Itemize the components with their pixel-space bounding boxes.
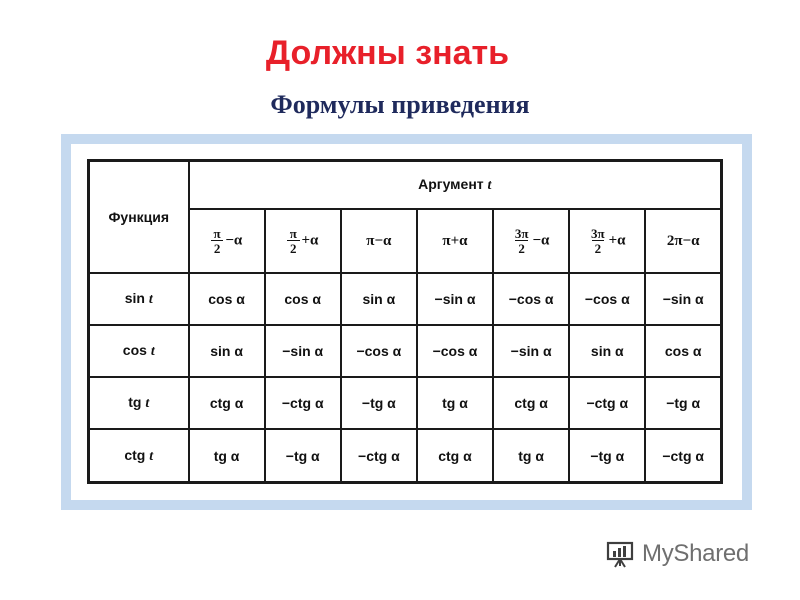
table-cell: −tg α xyxy=(569,429,645,482)
argument-header-var: t xyxy=(487,178,492,193)
table-cell: −tg α xyxy=(645,377,721,429)
reduction-formulas-table xyxy=(87,159,723,484)
table-cell: cos α xyxy=(189,273,265,325)
argument-text: 2π−α xyxy=(666,233,700,249)
table-cell: −cos α xyxy=(341,325,417,377)
row-function-label xyxy=(89,377,189,429)
table-cell: −sin α xyxy=(493,325,569,377)
argument-cell xyxy=(645,209,721,273)
table-cell: cos α xyxy=(265,273,341,325)
fraction-denominator: 2 xyxy=(592,240,605,255)
argument-header-cell xyxy=(189,161,722,210)
table-cell: −cos α xyxy=(417,325,493,377)
presentation-board-icon xyxy=(606,540,634,568)
fraction-numerator: 3π xyxy=(591,226,605,241)
fraction-numerator: 3π xyxy=(514,226,529,241)
fraction-denominator: 2 xyxy=(211,240,224,255)
table-cell: −ctg α xyxy=(265,377,341,429)
fraction-numerator: π xyxy=(213,226,221,241)
function-name: tg xyxy=(128,394,142,411)
argument-tail: −α xyxy=(225,232,243,249)
function-var: t xyxy=(148,292,153,308)
table-cell: tg α xyxy=(493,429,569,482)
argument-cell xyxy=(417,209,493,273)
slide-subtitle: Формулы приведения xyxy=(270,90,530,119)
table-cell: −ctg α xyxy=(645,429,721,482)
table-cell: ctg α xyxy=(189,377,265,429)
function-var: t xyxy=(150,344,155,360)
fraction-denominator: 2 xyxy=(515,240,528,255)
table-cell: −ctg α xyxy=(341,429,417,482)
table-frame-inner xyxy=(71,144,742,500)
table-cell: sin α xyxy=(189,325,265,377)
table-cell: −sin α xyxy=(265,325,341,377)
logo-text: MyShared xyxy=(642,540,749,567)
argument-cell xyxy=(189,209,265,273)
myshared-logo xyxy=(606,534,776,574)
argument-tail: +α xyxy=(301,232,319,249)
function-name: cos xyxy=(122,342,147,359)
fraction-numerator: π xyxy=(289,226,297,241)
table-cell: −sin α xyxy=(417,273,493,325)
table-cell: sin α xyxy=(569,325,645,377)
argument-tail: −α xyxy=(532,232,550,249)
table-cell: −tg α xyxy=(341,377,417,429)
slide-title: Должны знать xyxy=(265,34,510,72)
table-cell: ctg α xyxy=(417,429,493,482)
row-function-label xyxy=(89,273,189,325)
table-cell: −ctg α xyxy=(569,377,645,429)
table-cell: tg α xyxy=(417,377,493,429)
table-body xyxy=(89,161,722,483)
table-row xyxy=(89,273,722,325)
argument-cell xyxy=(569,209,645,273)
fraction xyxy=(211,227,224,255)
function-var: t xyxy=(145,396,150,412)
table-cell: −cos α xyxy=(569,273,645,325)
fraction-denominator: 2 xyxy=(287,240,300,255)
table-frame xyxy=(61,134,752,510)
table-cell: cos α xyxy=(645,325,721,377)
argument-tail: +α xyxy=(608,232,626,249)
fraction xyxy=(589,227,607,255)
function-header-cell: Функция xyxy=(89,161,189,274)
argument-cell xyxy=(493,209,569,273)
function-name: ctg xyxy=(124,446,146,463)
argument-header-label: Аргумент xyxy=(418,176,484,192)
fraction xyxy=(287,227,300,255)
table-cell: ctg α xyxy=(493,377,569,429)
table-cell: −tg α xyxy=(265,429,341,482)
argument-text: π+α xyxy=(442,233,468,249)
table-row xyxy=(89,429,722,482)
row-function-label xyxy=(89,325,189,377)
function-var: t xyxy=(149,448,154,464)
table-cell: tg α xyxy=(189,429,265,482)
argument-text: π−α xyxy=(366,233,392,249)
table-cell: −sin α xyxy=(645,273,721,325)
row-function-label xyxy=(89,429,189,482)
argument-cell xyxy=(341,209,417,273)
header-row xyxy=(89,161,722,210)
table-cell: sin α xyxy=(341,273,417,325)
table-row xyxy=(89,377,722,429)
function-name: sin xyxy=(124,290,145,307)
table-row xyxy=(89,325,722,377)
argument-cell xyxy=(265,209,341,273)
table-cell: −cos α xyxy=(493,273,569,325)
fraction xyxy=(513,227,531,255)
